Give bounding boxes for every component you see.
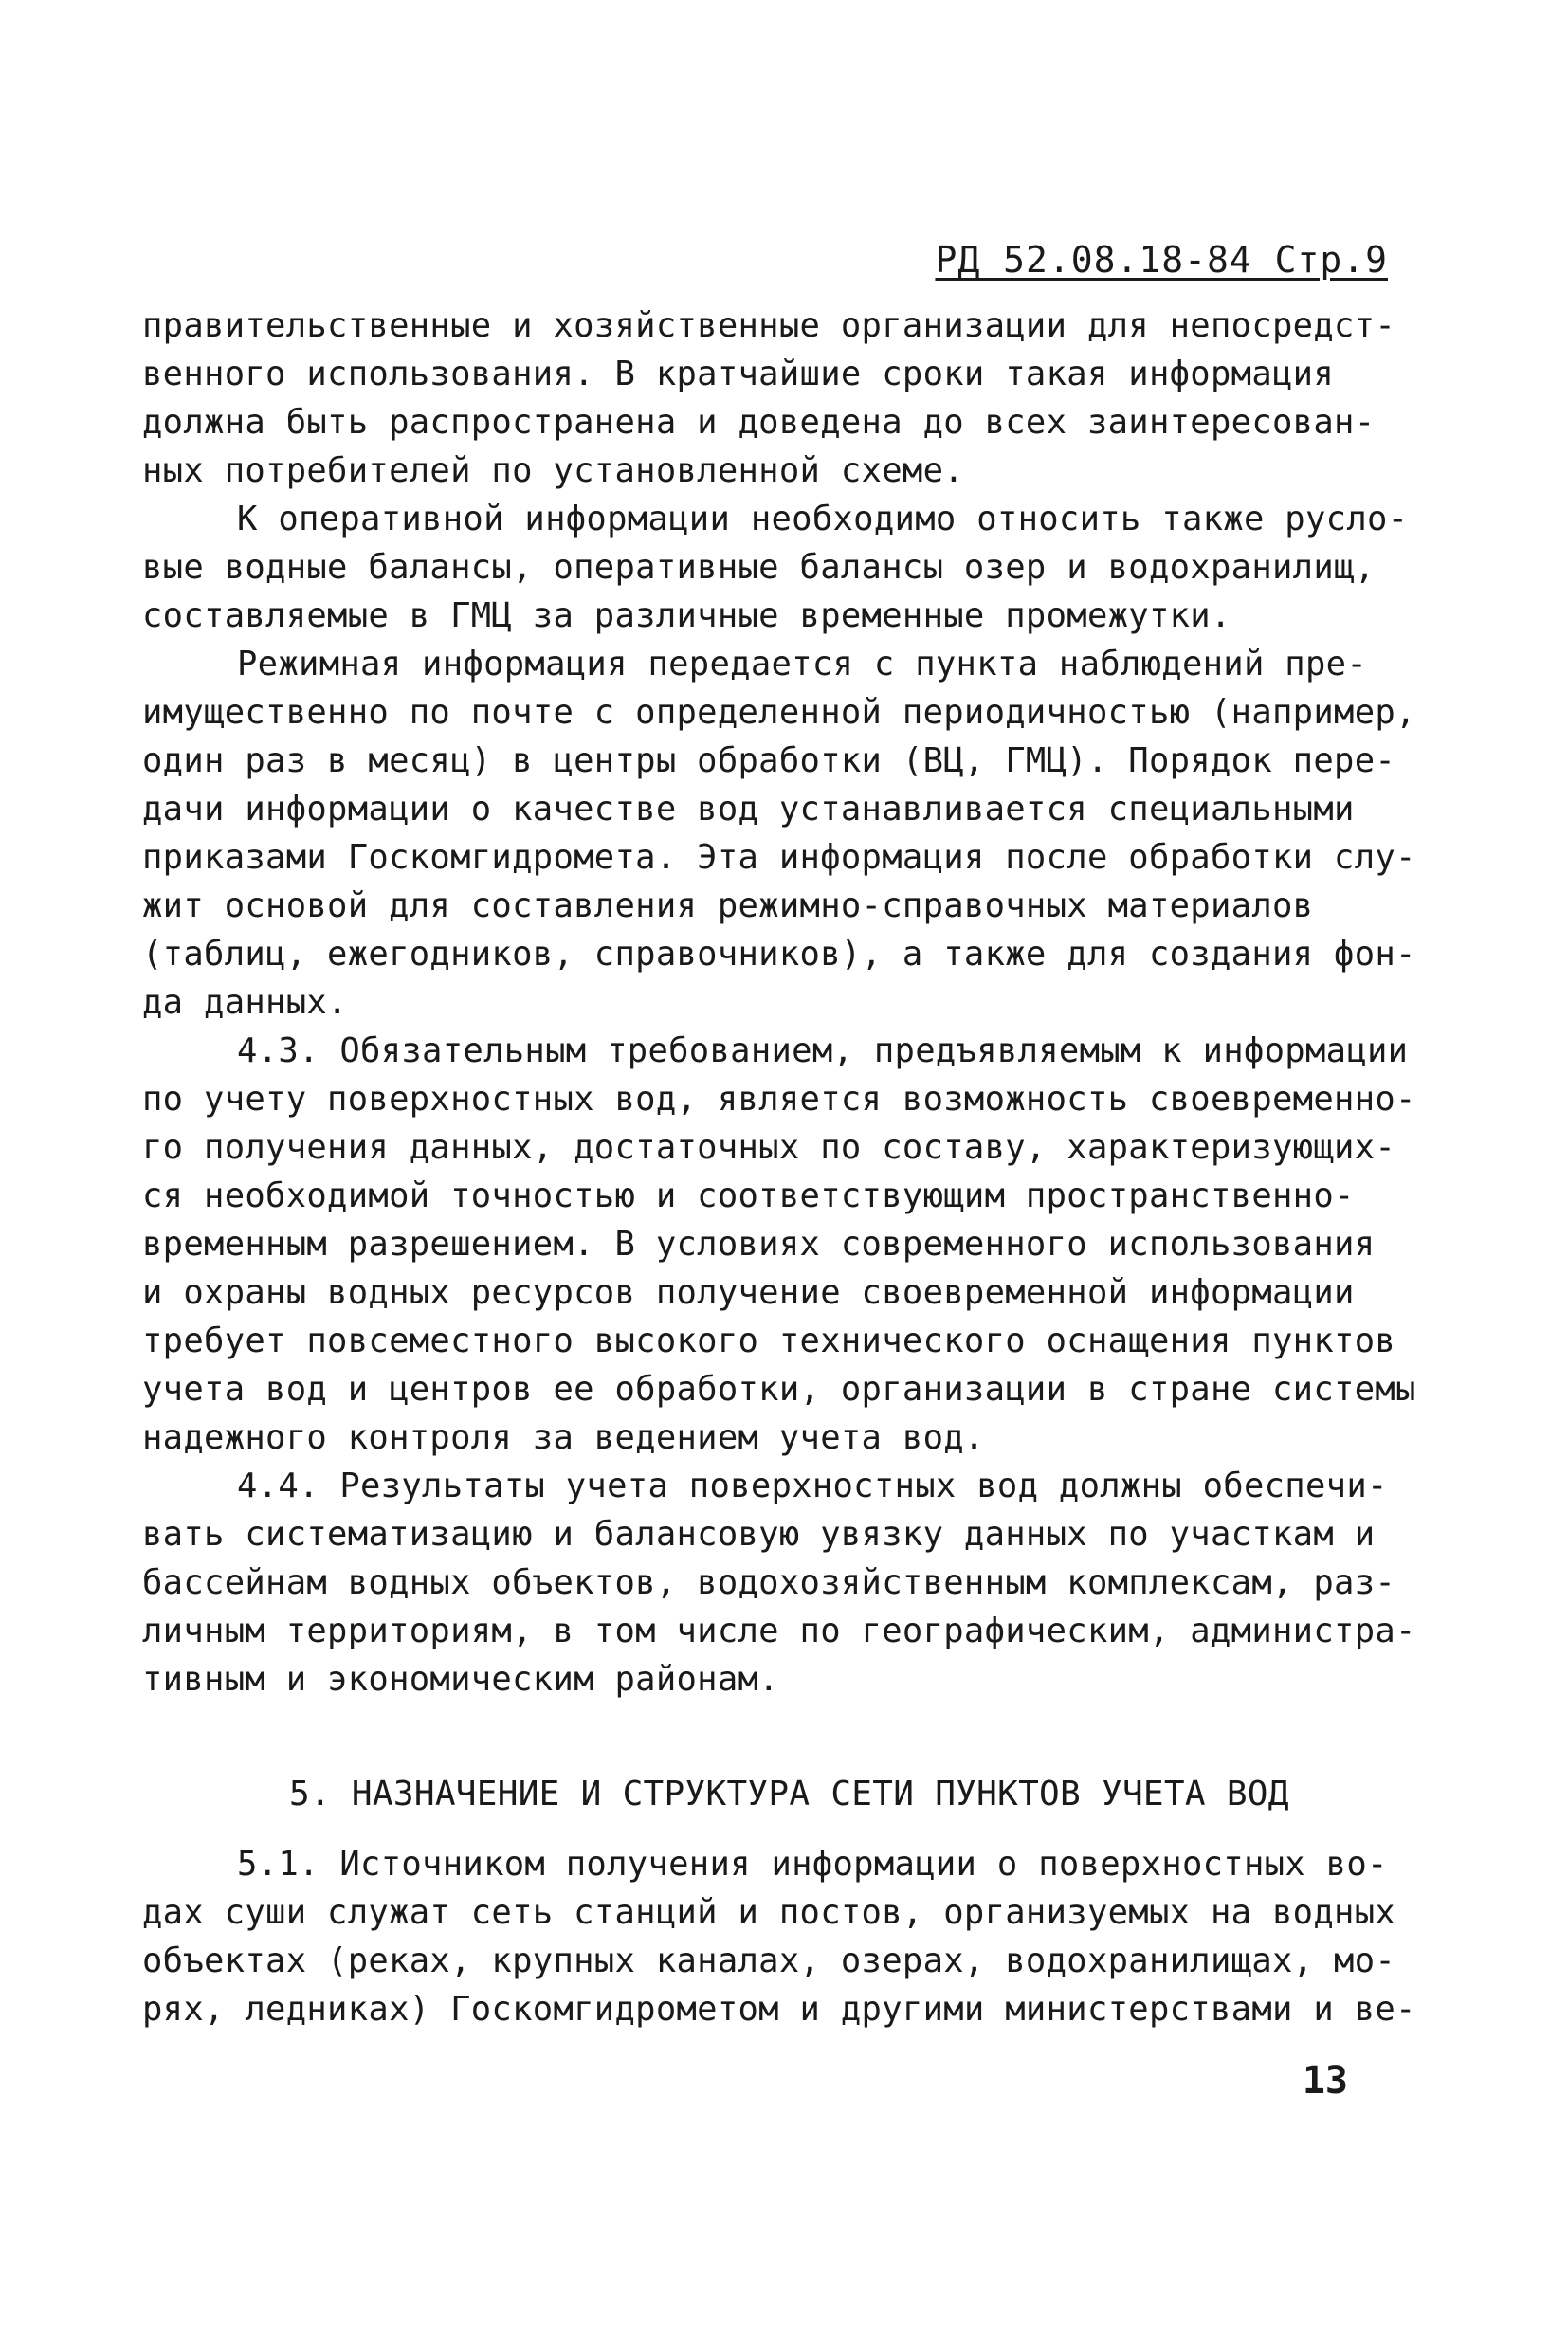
text-line: правительственные и хозяйственные организации для непосредст-: [142, 306, 1396, 345]
text-line: дачи информации о качестве вод устанавливается специальными: [142, 790, 1355, 829]
text-line: ся необходимой точностью и соответствующим пространственно-: [142, 1176, 1355, 1215]
text-line: бассейнам водных объектов, водохозяйственным комплексам, раз-: [142, 1563, 1396, 1602]
text-line: тивным и экономическим районам.: [142, 1660, 779, 1699]
text-line: требует повсеместного высокого технического оснащения пунктов: [142, 1321, 1396, 1360]
text-line: составляемые в ГМЦ за различные временные промежутки.: [142, 596, 1231, 635]
text-line: должна быть распространена и доведена до всех заинтересован-: [142, 403, 1376, 442]
text-line: го получения данных, достаточных по составу, характеризующих-: [142, 1128, 1396, 1167]
text-line: личным территориям, в том числе по географическим, администра-: [142, 1612, 1416, 1650]
text-line: один раз в месяц) в центры обработки (ВЦ, ГМЦ). Порядок пере-: [142, 741, 1396, 780]
text-line: ных потребителей по установленной схеме.: [142, 451, 964, 490]
text-line: 4.3. Обязательным требованием, предъявляемым к информации: [237, 1031, 1409, 1070]
text-line: надежного контроля за ведением учета вод.: [142, 1418, 985, 1457]
page-number: 13: [1302, 2059, 1348, 2103]
text-line: К оперативной информации необходимо относить также русло-: [237, 500, 1409, 538]
section-title: 5. НАЗНАЧЕНИЕ И СТРУКТУРА СЕТИ ПУНКТОВ УЧЕТА ВОД: [289, 1775, 1289, 1813]
text-line: да данных.: [142, 983, 348, 1022]
text-line: дах суши служат сеть станций и постов, организуемых на водных: [142, 1893, 1396, 1932]
text-line: и охраны водных ресурсов получение своевременной информации: [142, 1273, 1355, 1312]
text-line: 5.1. Источником получения информации о поверхностных во-: [237, 1845, 1388, 1884]
text-line: приказами Госкомгидромета. Эта информация после обработки слу-: [142, 838, 1416, 877]
text-line: учета вод и центров ее обработки, организации в стране системы: [142, 1370, 1416, 1409]
text-line: вать систематизацию и балансовую увязку данных по участкам и: [142, 1515, 1376, 1554]
text-line: рях, ледниках) Госкомгидрометом и другими министерствами и ве-: [142, 1990, 1416, 2029]
text-line: (таблиц, ежегодников, справочников), а также для создания фон-: [142, 935, 1416, 974]
text-line: временным разрешением. В условиях современного использования: [142, 1225, 1376, 1264]
text-line: имущественно по почте с определенной периодичностью (например,: [142, 693, 1416, 732]
text-line: объектах (реках, крупных каналах, озерах, водохранилищах, мо-: [142, 1941, 1396, 1980]
body-text-block-1: [142, 301, 1416, 1704]
text-line: по учету поверхностных вод, является возможность своевременно-: [142, 1080, 1416, 1119]
text-line: жит основой для составления режимно-справочных материалов: [142, 886, 1314, 925]
text-line: венного использования. В кратчайшие сроки такая информация: [142, 355, 1335, 393]
body-text-block-2: [142, 1840, 1416, 2033]
text-line: Режимная информация передается с пункта наблюдений пре-: [237, 645, 1368, 683]
text-line: вые водные балансы, оперативные балансы озер и водохранилищ,: [142, 548, 1376, 587]
text-line: 4.4. Результаты учета поверхностных вод должны обеспечи-: [237, 1467, 1388, 1505]
document-header: РД 52.08.18-84 Стр.9: [935, 239, 1388, 281]
